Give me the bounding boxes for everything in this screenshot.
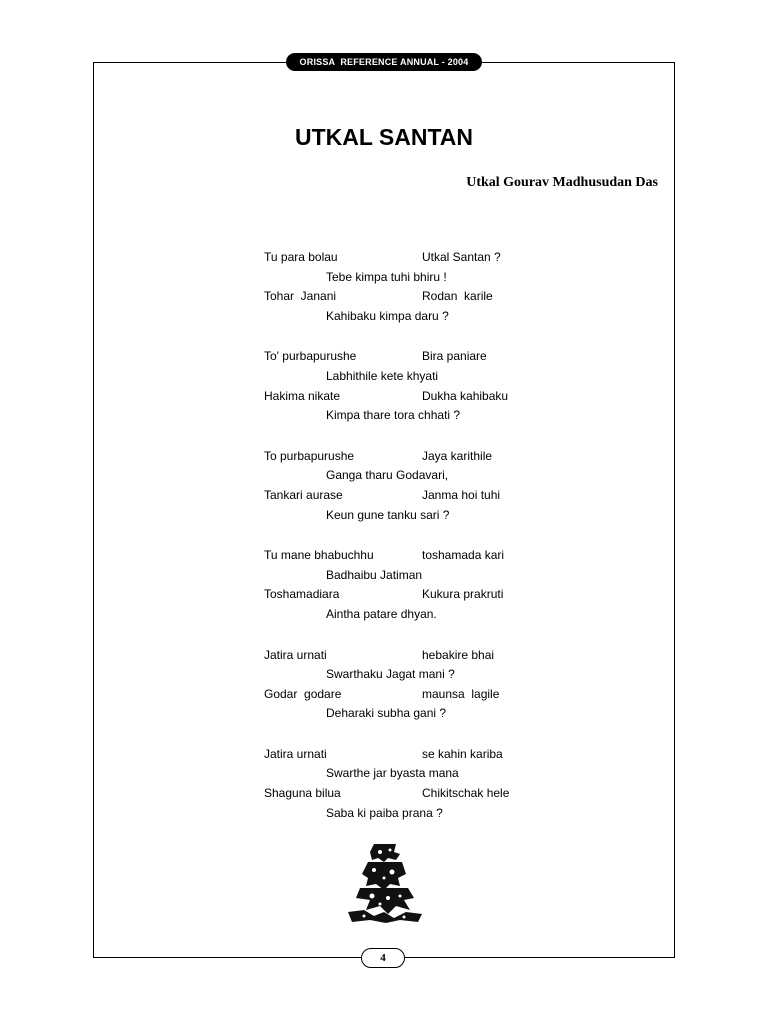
poem-line-indented (264, 508, 604, 528)
poem-body (264, 250, 604, 846)
line-part-1: To purbapurushe (264, 448, 355, 463)
poem-line (264, 349, 604, 369)
poem-line-indented (264, 607, 604, 627)
poem-line-indented (264, 806, 604, 826)
line-indented-text: Swarthe jar byasta mana (326, 766, 459, 781)
line-part-2: se kahin kariba (422, 746, 503, 761)
line-part-1: Tohar Janani (264, 289, 337, 304)
line-part-2: Janma hoi tuhi (422, 487, 501, 502)
stanza (264, 449, 604, 527)
stanza (264, 648, 604, 726)
line-part-1: To' purbapurushe (264, 349, 357, 364)
line-indented-text: Kimpa thare tora chhati ? (326, 408, 461, 423)
poem-line (264, 687, 604, 707)
poem-line-indented (264, 270, 604, 290)
publication-header-badge: ORISSA REFERENCE ANNUAL - 2004 (286, 53, 482, 71)
line-part-1: Jatira urnati (264, 647, 327, 662)
poem-line (264, 449, 604, 469)
line-indented-text: Keun gune tanku sari ? (326, 507, 450, 522)
line-part-1: Toshamadiara (264, 587, 340, 602)
line-indented-text: Tebe kimpa tuhi bhiru ! (326, 269, 447, 284)
poem-line (264, 548, 604, 568)
line-indented-text: Deharaki subha gani ? (326, 706, 447, 721)
line-indented-text: Saba ki paiba prana ? (326, 805, 443, 820)
page-number-badge: 4 (361, 948, 405, 968)
line-indented-text: Swarthaku Jagat mani ? (326, 667, 455, 682)
poem-line-indented (264, 706, 604, 726)
poem-line-indented (264, 568, 604, 588)
line-part-2: Rodan karile (422, 289, 493, 304)
line-part-1: Godar godare (264, 686, 342, 701)
line-part-2: Utkal Santan ? (422, 250, 501, 264)
poem-line (264, 648, 604, 668)
line-part-1: Jatira urnati (264, 746, 327, 761)
line-indented-text: Labhithile kete khyati (326, 368, 439, 383)
line-part-2: Dukha kahibaku (422, 388, 509, 403)
poem-line (264, 389, 604, 409)
line-part-1: Tu para bolau (264, 250, 338, 264)
poem-line (264, 488, 604, 508)
ornament-illustration (344, 840, 426, 924)
poem-line-indented (264, 369, 604, 389)
line-part-2: Bira paniare (422, 349, 487, 364)
poem-line-indented (264, 766, 604, 786)
line-part-2: Jaya karithile (422, 448, 493, 463)
stanza (264, 250, 604, 328)
line-part-1: Shaguna bilua (264, 786, 341, 801)
stanza (264, 747, 604, 825)
stanza (264, 548, 604, 626)
line-part-2: toshamada kari (422, 548, 505, 563)
poem-author: Utkal Gourav Madhusudan Das (466, 175, 658, 190)
line-part-1: Tankari aurase (264, 487, 343, 502)
line-indented-text: Badhaibu Jatiman (326, 567, 423, 582)
line-indented-text: Ganga tharu Godavari, (326, 468, 449, 483)
line-part-1: Hakima nikate (264, 388, 341, 403)
line-indented-text: Kahibaku kimpa daru ? (326, 308, 449, 323)
line-part-2: Chikitschak hele (422, 786, 510, 801)
poem-line-indented (264, 667, 604, 687)
poem-line (264, 289, 604, 309)
poem-line (264, 250, 604, 270)
poem-line (264, 747, 604, 767)
poem-line-indented (264, 309, 604, 329)
poem-line-indented (264, 468, 604, 488)
line-part-2: Kukura prakruti (422, 587, 504, 602)
poem-line (264, 786, 604, 806)
poem-title: UTKAL SANTAN (294, 124, 474, 150)
line-part-1: Tu mane bhabuchhu (264, 548, 374, 563)
line-part-2: hebakire bhai (422, 647, 495, 662)
poem-line (264, 587, 604, 607)
stanza (264, 349, 604, 427)
line-indented-text: Aintha patare dhyan. (326, 606, 437, 621)
line-part-2: maunsa lagile (422, 686, 500, 701)
poem-line-indented (264, 408, 604, 428)
